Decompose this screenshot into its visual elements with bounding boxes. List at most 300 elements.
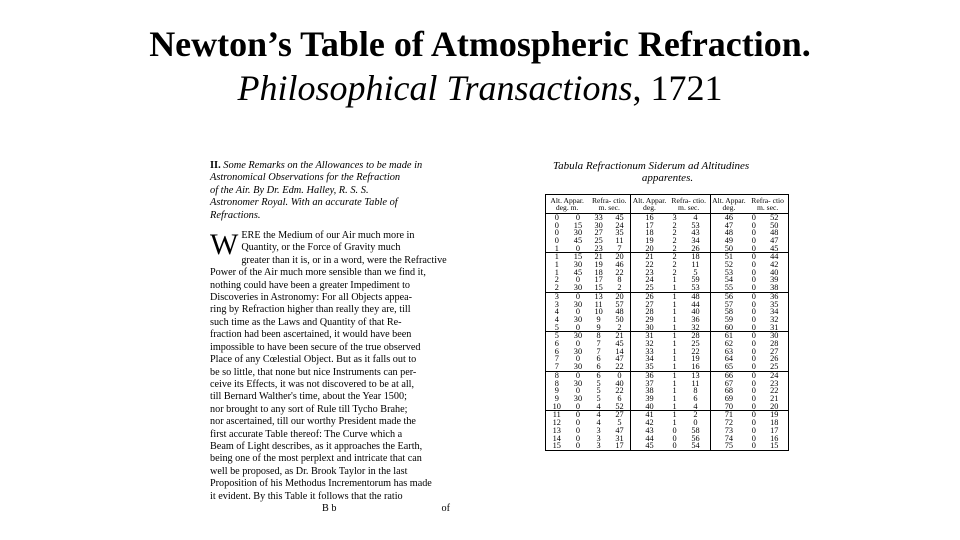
table-cell: 35 <box>631 363 668 371</box>
table-cell: 71 <box>710 411 747 419</box>
table-cell: 25 <box>631 284 668 292</box>
table-cell: 28 <box>691 331 700 341</box>
article-body-line: Discoveries in Astronomy: For all Objects appea- <box>210 292 413 304</box>
table-cell: 2 <box>546 284 568 292</box>
table-cell: 6 <box>554 346 559 356</box>
article-body-line: ring by Refraction higher than really they are, till <box>210 304 411 316</box>
table-cell: 0 <box>751 260 756 270</box>
article-body-line: nothing could have been a greater Impediment to <box>210 279 410 291</box>
table-cell: 0 <box>751 291 756 301</box>
table-cell: 30 <box>573 346 583 356</box>
table-cell: 0 <box>751 299 756 309</box>
table-cell: 18 <box>631 229 668 237</box>
table-cell: 4 <box>554 307 559 317</box>
table-header-row <box>546 195 789 214</box>
table-cell: 38 <box>631 387 668 395</box>
table-cell: 16 <box>681 363 710 371</box>
article-body-line: greater than it is, or in a word, were the Refractive <box>241 254 447 266</box>
table-cell: 39 <box>770 275 779 285</box>
table-cell: 0 <box>747 403 760 411</box>
table-cell: 25 <box>760 363 788 371</box>
article-body-line: ERE the Medium of our Air much more in <box>241 230 415 242</box>
table-cell: 53 <box>710 269 747 277</box>
table-cell: 1 <box>672 291 677 301</box>
table-cell: 28 <box>631 308 668 316</box>
table-cell: 0 <box>751 314 756 324</box>
table-cell: 1 <box>546 245 568 253</box>
table-cell: 43 <box>631 427 668 435</box>
table-cell: 6 <box>596 354 601 364</box>
table-cell: 59 <box>691 275 700 285</box>
table-cell: 45 <box>573 235 583 245</box>
article-body-line: nor ascertained, till our worthy President made the <box>210 416 416 428</box>
table-cell: 30 <box>573 299 583 309</box>
table-cell: 23 <box>588 245 609 253</box>
table-cell: 7 <box>596 346 601 356</box>
table-cell: 20 <box>760 403 788 411</box>
table-cell: 9 <box>588 324 609 332</box>
refraction-table-page <box>545 160 790 451</box>
table-cell: 11 <box>691 378 700 388</box>
table-cell: 0 <box>747 324 760 332</box>
table-cell: 0 <box>575 307 581 317</box>
table-cell: 74 <box>710 435 747 443</box>
article-body-line: Proposition of his Methodus Incrementorum has made <box>210 478 432 490</box>
table-cell: 0 <box>747 363 760 371</box>
table-cell: 26 <box>770 354 779 364</box>
table-cell: 19 <box>594 260 603 270</box>
title-line-2 <box>0 66 960 110</box>
table-cell: 0 <box>751 393 756 403</box>
table-cell: 13 <box>552 425 561 435</box>
table-cell: 42 <box>631 419 668 427</box>
table-cell: 6 <box>693 393 698 403</box>
table-cell: 0 <box>747 245 760 253</box>
table-cell: 22 <box>615 267 624 277</box>
table-cell: 0 <box>751 378 756 388</box>
table-cell: 1 <box>672 314 677 324</box>
article-body-line: Beam of Light describes, as it approaches the Earth, <box>210 440 423 452</box>
table-cell: 1 <box>554 260 559 270</box>
table-cell: 40 <box>691 307 700 317</box>
table-cell: 46 <box>615 260 624 270</box>
table-cell: 0 <box>751 275 756 285</box>
table-cell: 28 <box>770 339 779 349</box>
table-cell: 5 <box>617 418 622 428</box>
table-cell: 11 <box>594 299 603 309</box>
table-cell: 1 <box>672 378 677 388</box>
table-cell: 15 <box>573 252 583 262</box>
table-cell: 34 <box>691 235 700 245</box>
table-cell: 30 <box>573 260 583 270</box>
table-header-cell: Refra- ctio. m. sec. <box>668 195 710 214</box>
table-cell: 0 <box>554 235 559 245</box>
table-cell: 1 <box>672 339 677 349</box>
table-title: Tabula Refractionum Siderum ad Altitudines <box>553 160 750 172</box>
table-cell: 40 <box>770 267 779 277</box>
table-cell: 22 <box>631 261 668 269</box>
table-cell: 2 <box>672 260 677 270</box>
table-cell: 4 <box>588 403 609 411</box>
table-cell: 21 <box>594 252 603 262</box>
table-cell: 0 <box>751 212 756 222</box>
table-cell: 73 <box>710 427 747 435</box>
table-cell: 15 <box>588 284 609 292</box>
table-cell: 8 <box>693 386 698 396</box>
table-subtitle: apparentes. <box>641 172 694 184</box>
table-cell: 32 <box>770 314 779 324</box>
table-cell: 12 <box>552 418 561 428</box>
table-cell: 47 <box>770 235 779 245</box>
table-cell: 0 <box>575 370 581 380</box>
table-cell: 6 <box>617 393 622 403</box>
table-cell: 66 <box>710 371 747 379</box>
table-cell: 0 <box>575 425 581 435</box>
article-body-line: be so little, that none but nice Instruments can per- <box>210 366 417 378</box>
table-cell: 50 <box>770 220 779 230</box>
table-cell: 7 <box>554 354 559 364</box>
table-cell: 1 <box>672 410 677 420</box>
table-cell: 2 <box>554 275 559 285</box>
table-cell: 16 <box>631 213 668 221</box>
table-cell: 0 <box>751 370 756 380</box>
slide-title <box>0 22 960 110</box>
article-body-line: Power of the Air much more sensible than we find it, <box>210 267 426 279</box>
table-cell: 20 <box>615 291 624 301</box>
table-cell: 38 <box>760 284 788 292</box>
table-cell: 44 <box>631 435 668 443</box>
table-cell: 2 <box>672 252 677 262</box>
table-cell: 0 <box>693 418 698 428</box>
table-cell: 0 <box>575 441 581 451</box>
table-cell: 52 <box>609 403 631 411</box>
table-cell: 40 <box>615 378 624 388</box>
article-body-line: such time as the Laws and Quantity of that Re- <box>210 316 402 328</box>
table-cell: 45 <box>615 339 624 349</box>
table-cell: 60 <box>710 324 747 332</box>
article-heading-line: Refractions. <box>210 209 261 221</box>
signature-mark: B b <box>322 502 337 514</box>
table-cell: 22 <box>770 386 779 396</box>
table-cell: 21 <box>615 331 624 341</box>
table-cell: 7 <box>596 339 601 349</box>
table-cell: 0 <box>751 228 756 238</box>
table-cell: 0 <box>575 418 581 428</box>
table-cell: 20 <box>615 252 624 262</box>
table-cell: 40 <box>631 403 668 411</box>
table-cell: 51 <box>710 253 747 261</box>
table-cell: 35 <box>770 299 779 309</box>
table-cell: 8 <box>554 370 559 380</box>
table-row <box>546 442 789 450</box>
article-footer <box>210 503 452 517</box>
table-cell: 0 <box>672 441 677 451</box>
table-cell: 22 <box>609 363 631 371</box>
table-cell: 56 <box>691 433 700 443</box>
table-cell: 30 <box>770 331 779 341</box>
table-cell: 11 <box>691 260 700 270</box>
table-cell: 41 <box>631 411 668 419</box>
table-cell: 23 <box>770 378 779 388</box>
table-cell: 53 <box>681 284 710 292</box>
table-cell: 70 <box>710 403 747 411</box>
table-cell: 47 <box>710 222 747 230</box>
table-cell: 44 <box>691 299 700 309</box>
table-cell: 10 <box>546 403 568 411</box>
table-cell: 14 <box>552 433 561 443</box>
table-cell: 1 <box>554 267 559 277</box>
table-cell: 23 <box>631 269 668 277</box>
table-cell: 31 <box>615 433 624 443</box>
table-cell: 9 <box>554 386 559 396</box>
table-cell: 36 <box>770 291 779 301</box>
table-cell: 32 <box>631 340 668 348</box>
table-cell: 18 <box>691 252 700 262</box>
table-cell: 54 <box>691 441 700 451</box>
table-cell: 45 <box>615 212 624 222</box>
table-cell: 17 <box>615 441 624 451</box>
table-cell: 0 <box>751 425 756 435</box>
table-cell: 27 <box>770 346 779 356</box>
table-cell: 0 <box>568 403 589 411</box>
table-cell: 4 <box>693 212 698 222</box>
table-cell: 27 <box>615 410 624 420</box>
table-cell: 3 <box>554 291 559 301</box>
table-cell: 21 <box>631 253 668 261</box>
table-cell: 65 <box>710 363 747 371</box>
table-cell: 5 <box>693 267 698 277</box>
article-body-line: Quantity, or the Force of Gravity much <box>241 242 401 254</box>
table-cell: 0 <box>751 252 756 262</box>
table-header-cell: Alt. Appar. deg. m. <box>546 195 589 214</box>
table-cell: 14 <box>615 346 624 356</box>
table-cell: 34 <box>770 307 779 317</box>
table-cell: 4 <box>596 410 601 420</box>
article-body-text <box>210 230 452 503</box>
table-cell: 57 <box>710 301 747 309</box>
table-cell: 34 <box>631 355 668 363</box>
article-number: II. <box>210 160 221 171</box>
table-cell: 13 <box>691 370 700 380</box>
table-cell: 2 <box>672 267 677 277</box>
table-cell: 48 <box>710 229 747 237</box>
table-cell: 52 <box>710 261 747 269</box>
article-body-line: Place of any Cœlestial Object. But as it falls out to <box>210 354 417 366</box>
table-cell: 1 <box>672 331 677 341</box>
table-cell: 61 <box>710 332 747 340</box>
table-cell: 2 <box>609 324 631 332</box>
table-cell: 30 <box>631 324 668 332</box>
table-cell: 0 <box>751 433 756 443</box>
table-cell: 22 <box>615 386 624 396</box>
table-cell: 57 <box>615 299 624 309</box>
table-cell: 25 <box>691 339 700 349</box>
table-cell: 36 <box>631 371 668 379</box>
table-cell: 47 <box>615 425 624 435</box>
table-cell: 3 <box>596 441 601 451</box>
table-cell: 58 <box>691 425 700 435</box>
table-cell: 30 <box>573 228 583 238</box>
table-cell: 4 <box>554 314 559 324</box>
table-cell: 63 <box>710 348 747 356</box>
table-cell: 44 <box>770 252 779 262</box>
table-cell: 1 <box>554 252 559 262</box>
table-cell: 21 <box>770 393 779 403</box>
table-cell: 0 <box>568 324 589 332</box>
article-heading-line: Astronomical Observations for the Refraction <box>210 172 401 184</box>
table-cell: 1 <box>672 386 677 396</box>
article-body-line: being one of the most perplext and intricate that can <box>210 453 422 465</box>
table-cell: 2 <box>672 220 677 230</box>
table-cell: 6 <box>596 370 601 380</box>
table-cell: 0 <box>575 433 581 443</box>
table-cell: 15 <box>770 441 779 451</box>
table-cell: 64 <box>710 355 747 363</box>
table-cell: 15 <box>573 220 583 230</box>
table-cell: 39 <box>631 395 668 403</box>
table-header-cell: Alt. Appar. deg. <box>710 195 747 214</box>
table-cell: 1 <box>672 346 677 356</box>
journal-year: , 1721 <box>632 68 723 108</box>
journal-name: Philosophical Transactions <box>237 68 633 108</box>
table-cell: 22 <box>691 346 700 356</box>
table-cell: 69 <box>710 395 747 403</box>
table-cell: 19 <box>631 237 668 245</box>
table-cell: 31 <box>760 324 788 332</box>
table-cell: 49 <box>710 237 747 245</box>
table-cell: 58 <box>710 308 747 316</box>
table-cell: 0 <box>751 339 756 349</box>
table-header-cell: Refra- ctio. m. sec. <box>588 195 630 214</box>
table-cell: 1 <box>672 307 677 317</box>
table-cell: 1 <box>672 370 677 380</box>
table-cell: 53 <box>691 220 700 230</box>
table-cell: 45 <box>760 245 788 253</box>
table-cell: 0 <box>575 212 581 222</box>
table-cell: 27 <box>594 228 603 238</box>
table-cell: 29 <box>631 316 668 324</box>
table-cell: 10 <box>594 307 603 317</box>
table-cell: 0 <box>554 212 559 222</box>
table-cell: 8 <box>554 378 559 388</box>
table-cell: 5 <box>596 378 601 388</box>
table-cell: 26 <box>681 245 710 253</box>
table-cell: 7 <box>546 363 568 371</box>
table-cell: 0 <box>575 339 581 349</box>
table-cell: 0 <box>751 267 756 277</box>
table-cell: 0 <box>575 275 581 285</box>
article-heading-line: Astronomer Royal. With an accurate Table of <box>210 197 398 209</box>
table-cell: 30 <box>573 314 583 324</box>
table-cell: 0 <box>751 307 756 317</box>
table-cell: 50 <box>710 245 747 253</box>
table-cell: 9 <box>554 393 559 403</box>
table-cell: 3 <box>596 425 601 435</box>
article-body-line: till Bernard Walther's time, about the Year 1500; <box>210 391 407 403</box>
table-cell: 1 <box>668 363 682 371</box>
table-cell: 45 <box>573 267 583 277</box>
table-cell: 0 <box>617 370 622 380</box>
table-cell: 18 <box>770 418 779 428</box>
table-cell: 48 <box>770 228 779 238</box>
table-cell: 1 <box>668 284 682 292</box>
table-cell: 1 <box>672 393 677 403</box>
table-cell: 52 <box>770 212 779 222</box>
table-cell: 67 <box>710 380 747 388</box>
article-body-line: nor brought to any sort of Rule till Tycho Brahe; <box>210 403 408 415</box>
table-cell: 0 <box>575 291 581 301</box>
table-cell: 0 <box>575 386 581 396</box>
table-cell: 17 <box>594 275 603 285</box>
table-cell: 0 <box>672 433 677 443</box>
table-cell: 0 <box>751 418 756 428</box>
table-cell: 50 <box>615 314 624 324</box>
article-body-line: it evident. By this Table it follows that the ratio <box>210 490 403 502</box>
article-heading <box>210 160 452 222</box>
table-cell: 36 <box>691 314 700 324</box>
table-cell: 68 <box>710 387 747 395</box>
table-cell: 26 <box>631 292 668 300</box>
table-cell: 5 <box>596 386 601 396</box>
table-cell: 18 <box>594 267 603 277</box>
table-cell: 0 <box>751 331 756 341</box>
table-cell: 31 <box>631 332 668 340</box>
table-cell: 9 <box>596 314 601 324</box>
table-cell: 30 <box>573 331 583 341</box>
table-cell: 3 <box>672 212 677 222</box>
table-cell: 2 <box>693 410 698 420</box>
table-cell: 3 <box>596 433 601 443</box>
table-cell: 2 <box>672 235 677 245</box>
article-body-line: impossible to have been secure of the true observed <box>210 341 421 353</box>
table-cell: 1 <box>672 418 677 428</box>
table-cell: 2 <box>672 228 677 238</box>
table-cell: 11 <box>615 235 624 245</box>
article-heading-text <box>210 160 422 221</box>
table-cell: 4 <box>681 403 710 411</box>
table-cell: 30 <box>573 393 583 403</box>
table-cell: 17 <box>631 222 668 230</box>
table-cell: 43 <box>691 228 700 238</box>
table-cell: 6 <box>554 339 559 349</box>
catchword: of <box>441 502 450 514</box>
table-cell: 6 <box>588 363 609 371</box>
table-cell: 11 <box>552 410 561 420</box>
table-cell: 4 <box>596 418 601 428</box>
article-body-line: fraction had been ascertained, it would have been <box>210 329 412 341</box>
table-cell: 15 <box>552 441 561 451</box>
article-body-line: ceive its Effects, it was not discovered to be at all, <box>210 378 415 390</box>
table-cell: 24 <box>770 370 779 380</box>
dropcap-letter: W <box>210 228 239 262</box>
table-cell: 5 <box>596 393 601 403</box>
table-cell: 0 <box>568 245 589 253</box>
title-line-1: Newton’s Table of Atmospheric Refraction. <box>149 24 811 64</box>
table-cell: 33 <box>594 212 603 222</box>
table-cell: 30 <box>594 220 603 230</box>
table-cell: 30 <box>568 363 589 371</box>
table-cell: 1 <box>672 299 677 309</box>
table-cell: 5 <box>546 324 568 332</box>
table-cell: 1 <box>672 354 677 364</box>
article-heading-line: of the Air. By Dr. Edm. Halley, R. S. S. <box>210 184 369 196</box>
table-cell: 45 <box>631 442 668 450</box>
table-cell: 54 <box>710 276 747 284</box>
table-cell: 2 <box>668 245 682 253</box>
article-body <box>210 230 452 503</box>
table-cell: 19 <box>691 354 700 364</box>
table-cell: 0 <box>751 441 756 451</box>
